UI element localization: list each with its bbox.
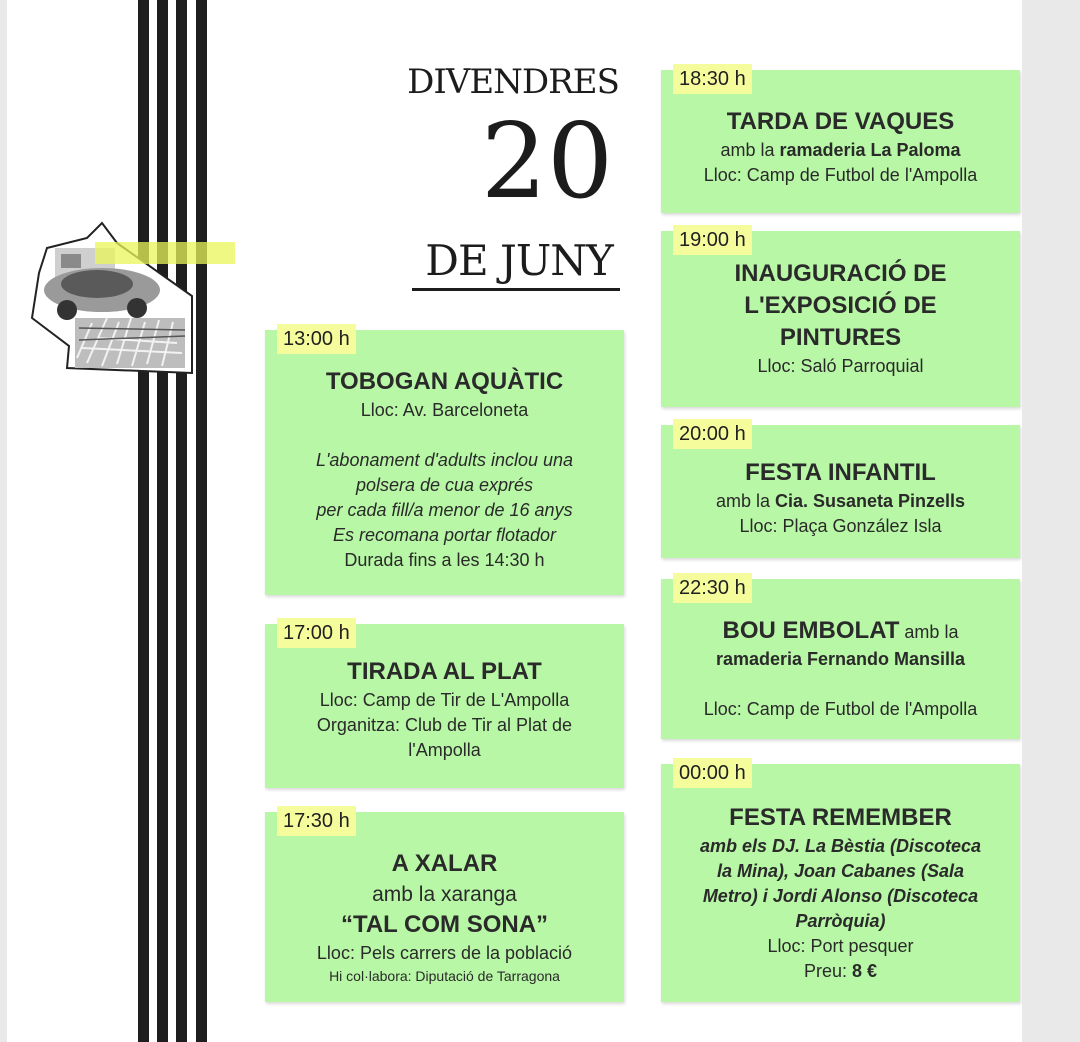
- event-card-exposicio: [661, 231, 1020, 407]
- event-with-suffix: amb la: [899, 622, 959, 642]
- event-place: Lloc: Port pesquer: [767, 936, 914, 956]
- event-time: 17:00 h: [277, 618, 356, 648]
- event-with: [661, 489, 1020, 514]
- decorative-stripe: [157, 0, 168, 1042]
- event-card-tirada: [265, 624, 624, 788]
- event-note: Es recomana portar flotador: [332, 525, 557, 545]
- event-card-tobogan: [265, 330, 624, 595]
- date-weekday: DIVENDRES: [407, 62, 619, 102]
- date-day: 20: [480, 100, 614, 222]
- event-card-vaques: [661, 70, 1020, 213]
- event-lineup: amb els DJ. La Bèstia (Discoteca: [699, 836, 982, 856]
- event-time: 00:00 h: [673, 758, 752, 788]
- event-title: FESTA REMEMBER: [729, 804, 952, 831]
- event-time: 20:00 h: [673, 419, 752, 449]
- event-with: [661, 138, 1020, 163]
- event-price-value: 8 €: [852, 961, 878, 981]
- event-band: “TAL COM SONA”: [340, 911, 549, 938]
- event-place: Lloc: Camp de Tir de L'Ampolla: [319, 690, 570, 710]
- decorative-stripe: [176, 0, 187, 1042]
- event-lineup: la Mina), Joan Cabanes (Sala: [716, 861, 965, 881]
- event-with-name: Cia. Susaneta Pinzells: [774, 491, 966, 511]
- event-place: Lloc: Av. Barceloneta: [360, 400, 529, 420]
- event-time: 22:30 h: [673, 573, 752, 603]
- event-price: [661, 959, 1020, 984]
- decorative-stripe: [196, 0, 207, 1042]
- event-place: Lloc: Saló Parroquial: [757, 356, 924, 376]
- event-duration: Durada fins a les 14:30 h: [344, 550, 545, 570]
- decorative-stripe: [138, 0, 149, 1042]
- event-organizer: Organitza: Club de Tir al Plat de: [316, 715, 573, 735]
- event-card-bou: [661, 579, 1020, 739]
- event-time: 19:00 h: [673, 225, 752, 255]
- event-card-remember: [661, 764, 1020, 1002]
- event-lineup: Parròquia): [795, 911, 886, 931]
- event-place: Lloc: Pels carrers de la població: [316, 943, 573, 963]
- event-with-prefix: amb la: [720, 140, 780, 160]
- poster-page: [7, 0, 1022, 1042]
- event-with-prefix: amb la: [715, 491, 775, 511]
- event-title: PINTURES: [779, 324, 902, 351]
- event-title: L'EXPOSICIÓ DE: [744, 292, 937, 319]
- date-month: DE JUNY: [425, 236, 613, 285]
- event-time: 13:00 h: [277, 324, 356, 354]
- event-place: Lloc: Camp de Futbol de l'Ampolla: [703, 165, 978, 185]
- event-with: amb la xaranga: [372, 883, 517, 906]
- event-title: TIRADA AL PLAT: [347, 658, 542, 685]
- event-card-infantil: [661, 425, 1020, 558]
- event-with-name: ramaderia La Paloma: [779, 140, 961, 160]
- event-title: A XALAR: [391, 850, 498, 877]
- event-note: L'abonament d'adults inclou una: [315, 450, 574, 470]
- event-lineup: Metro) i Jordi Alonso (Discoteca: [702, 886, 979, 906]
- event-note: per cada fill/a menor de 16 anys: [316, 500, 573, 520]
- event-time: 18:30 h: [673, 64, 752, 94]
- event-title: BOU EMBOLAT: [722, 617, 900, 644]
- event-title: FESTA INFANTIL: [745, 459, 936, 486]
- event-title: TARDA DE VAQUES: [726, 108, 955, 135]
- event-time: 17:30 h: [277, 806, 356, 836]
- event-place: Lloc: Plaça González Isla: [739, 516, 942, 536]
- event-price-label: Preu:: [803, 961, 852, 981]
- event-note: polsera de cua exprés: [355, 475, 534, 495]
- event-organizer: l'Ampolla: [408, 740, 481, 760]
- event-title: INAUGURACIÓ DE: [734, 260, 947, 287]
- date-underline: [412, 288, 620, 291]
- event-place: Lloc: Camp de Futbol de l'Ampolla: [703, 699, 978, 719]
- highlight-bar: [95, 242, 235, 264]
- event-with-name: ramaderia Fernando Mansilla: [715, 649, 966, 669]
- event-title: TOBOGAN AQUÀTIC: [325, 368, 564, 395]
- event-card-xalar: [265, 812, 624, 1002]
- event-collab: Hi col·labora: Diputació de Tarragona: [329, 968, 560, 984]
